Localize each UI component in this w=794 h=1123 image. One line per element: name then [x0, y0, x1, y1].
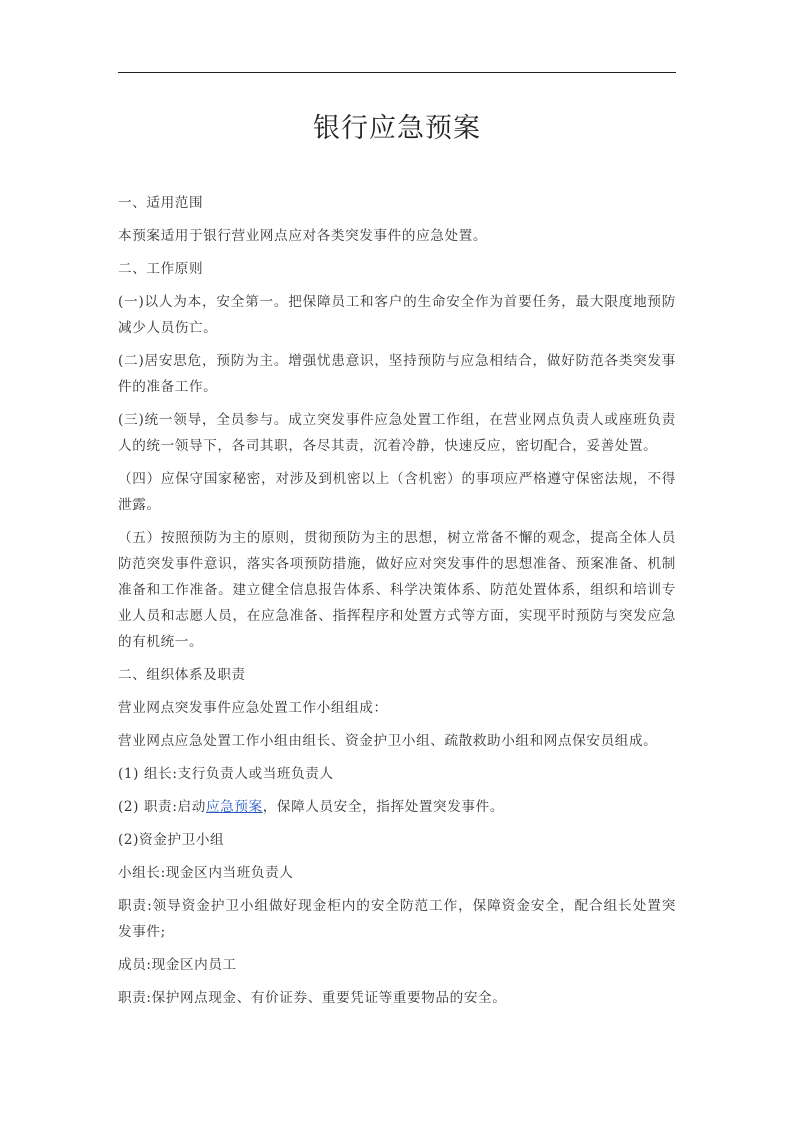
paragraph-with-link: [118, 794, 676, 820]
paragraph: (二)居安思危，预防为主。增强忧患意识，坚持预防与应急相结合，做好防范各类突发事件的准备工作。: [118, 353, 676, 395]
paragraph: 成员:现金区内员工: [118, 957, 237, 973]
text: (2) 职责:启动: [118, 799, 206, 815]
paragraph: (一)以人为本，安全第一。把保障员工和客户的生命安全作为首要任务，最大限度地预防减少人员伤亡。: [118, 294, 676, 336]
paragraph: (1) 组长:支行负责人或当班负责人: [118, 766, 334, 782]
emergency-plan-link[interactable]: 应急预案: [205, 799, 263, 815]
paragraph: （五）按照预防为主的原则，贯彻预防为主的思想，树立常备不懈的观念，提高全体人员防范突发事件意识，落实各项预防措施，做好应对突发事件的思想准备、预案准备、机制准备和工作准备。建立健全信息报告体系、科学决策体系、防范处置体系，组织和培训专业人员和志愿人员，在应急准备、指挥程序和处置方式等方面，实现平时预防与突发应急的有机统一。: [118, 530, 676, 650]
document-title: 银行应急预案: [313, 113, 481, 144]
paragraph: （四）应保守国家秘密，对涉及到机密以上（含机密）的事项应严格遵守保密法规，不得泄露。: [118, 471, 676, 513]
document-body: [118, 190, 676, 1018]
paragraph: 营业网点应急处置工作小组由组长、资金护卫小组、疏散救助小组和网点保安员组成。: [118, 733, 658, 749]
paragraph: (2)资金护卫小组: [118, 832, 225, 848]
section-heading: 二、工作原则: [118, 261, 204, 277]
paragraph: (三)统一领导，全员参与。成立突发事件应急处置工作组，在营业网点负责人或座班负责人的统一领导下，各司其职，各尽其责，沉着冷静，快速反应，密切配合，妥善处置。: [118, 412, 676, 454]
paragraph: 小组长:现金区内当班负责人: [118, 865, 294, 881]
section-heading: 一、适用范围: [118, 195, 204, 211]
section-heading: 二、组织体系及职责: [118, 667, 246, 683]
header-rule: [118, 72, 676, 73]
paragraph: 营业网点突发事件应急处置工作小组组成：: [118, 700, 388, 716]
paragraph: 职责:保护网点现金、有价证券、重要凭证等重要物品的安全。: [118, 990, 507, 1006]
paragraph: 职责:领导资金护卫小组做好现金柜内的安全防范工作，保障资金安全，配合组长处置突发事件;: [118, 898, 676, 940]
text: ，保障人员安全，指挥处置突发事件。: [262, 799, 505, 815]
paragraph: 本预案适用于银行营业网点应对各类突发事件的应急处置。: [118, 228, 488, 244]
